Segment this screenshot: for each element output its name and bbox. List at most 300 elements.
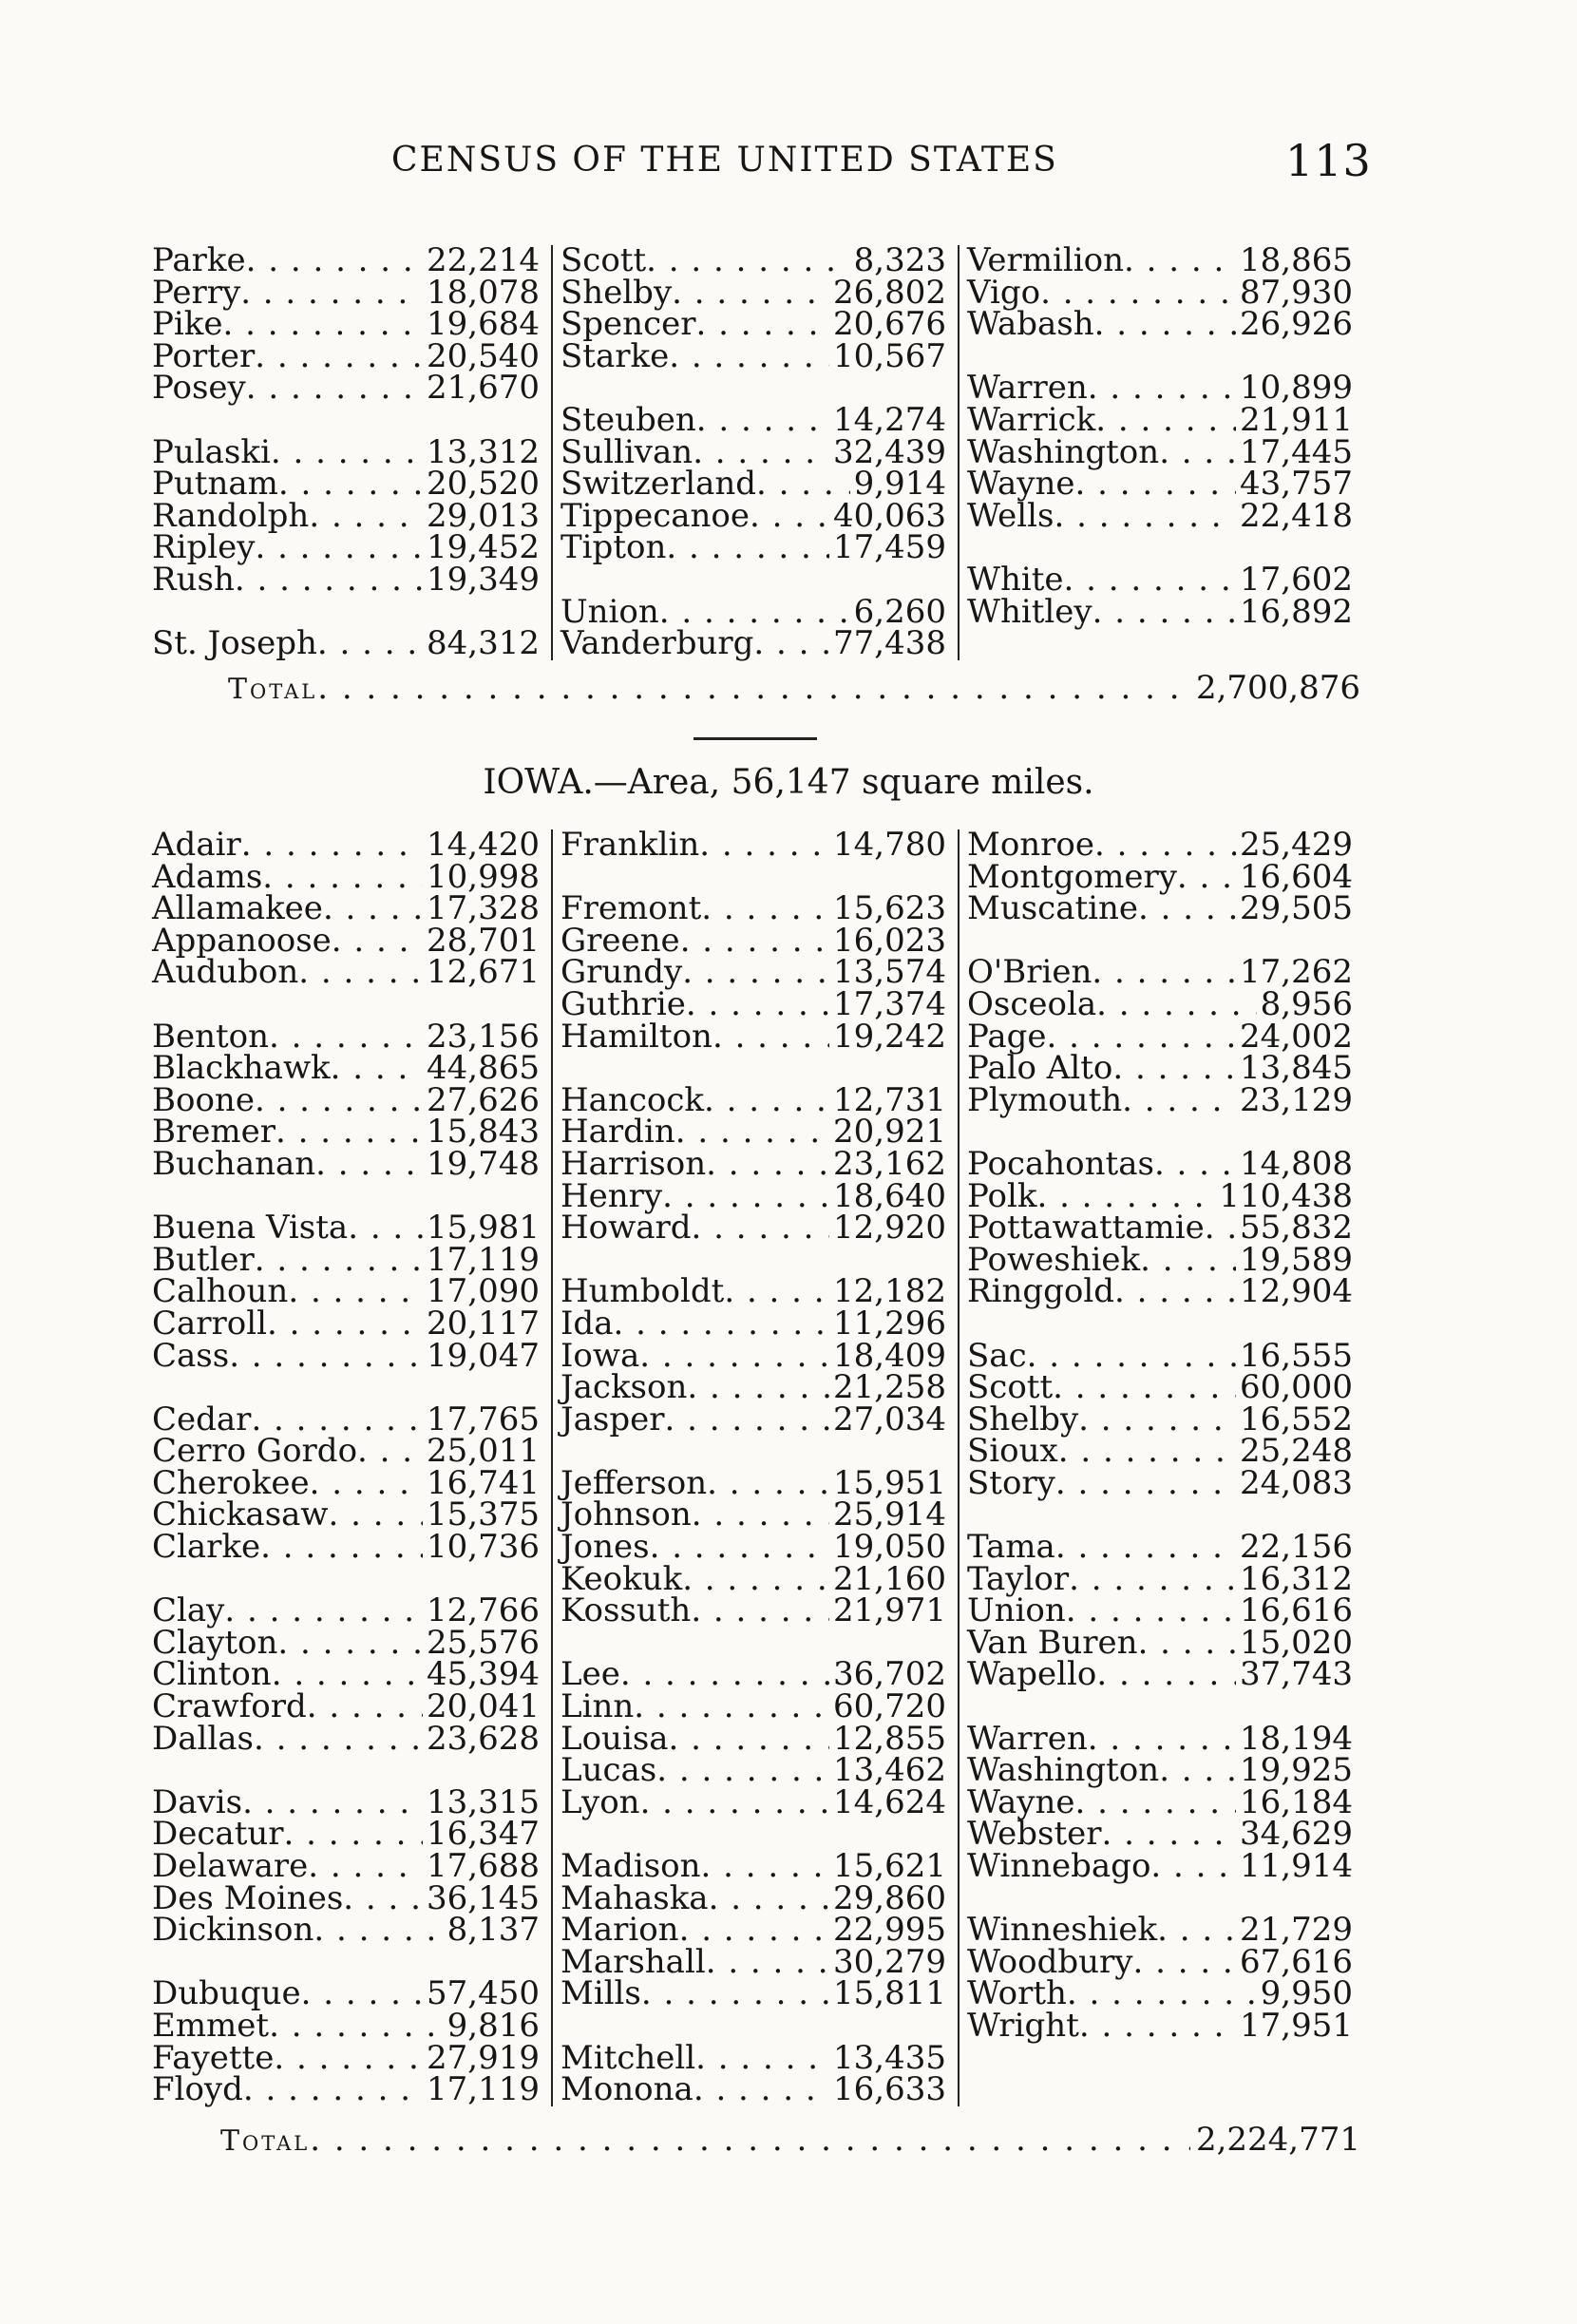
iowa-county-row xyxy=(967,826,1353,864)
row-spacer xyxy=(152,1372,540,1404)
county-name: Rush xyxy=(152,560,235,599)
dot-leader xyxy=(1092,957,1236,989)
iowa-county-row xyxy=(560,1113,946,1152)
iowa-county-row xyxy=(152,889,540,928)
dot-leader xyxy=(1075,468,1237,501)
row-spacer xyxy=(967,532,1353,564)
county-population: 40,063 xyxy=(833,496,946,535)
indiana-county-row xyxy=(967,560,1353,599)
indiana-county-row xyxy=(152,336,540,375)
county-name: Warren xyxy=(967,1719,1088,1758)
county-population: 20,041 xyxy=(427,1687,540,1726)
indiana-county-row xyxy=(967,592,1353,631)
county-name: Mills xyxy=(560,1974,641,2013)
dot-leader xyxy=(1177,862,1236,894)
county-name: Buchanan xyxy=(152,1144,316,1183)
row-spacer xyxy=(967,341,1353,373)
county-name: Van Buren xyxy=(967,1623,1138,1662)
county-name: Linn xyxy=(560,1687,635,1726)
county-population: 16,312 xyxy=(1240,1559,1353,1598)
dot-leader xyxy=(1114,1276,1236,1308)
iowa-county-row xyxy=(967,1751,1353,1790)
county-population: 18,409 xyxy=(833,1336,946,1375)
iowa-county-row xyxy=(967,1591,1353,1630)
dot-leader xyxy=(1066,1595,1236,1628)
dot-leader xyxy=(680,925,829,958)
row-spacer xyxy=(967,1499,1353,1532)
county-name: Jones xyxy=(560,1528,650,1567)
iowa-column-1 xyxy=(144,826,551,2109)
dot-leader xyxy=(255,532,423,564)
dot-leader xyxy=(222,309,423,341)
county-population: 19,684 xyxy=(427,305,540,344)
county-name: Union xyxy=(560,592,659,631)
dot-leader xyxy=(753,628,829,660)
county-population: 23,162 xyxy=(833,1144,946,1183)
iowa-county-row xyxy=(967,1559,1353,1598)
county-population: 25,429 xyxy=(1240,826,1353,864)
county-name: Pulaski xyxy=(152,432,271,471)
page-number: 113 xyxy=(1285,135,1372,186)
dot-leader xyxy=(672,277,829,310)
county-name: Carroll xyxy=(152,1304,268,1343)
indiana-county-row xyxy=(152,369,540,408)
dot-leader xyxy=(694,2074,829,2106)
iowa-county-row xyxy=(967,1782,1353,1821)
dot-leader xyxy=(309,501,423,533)
row-spacer xyxy=(152,405,540,437)
iowa-county-row xyxy=(152,1911,540,1950)
iowa-county-row xyxy=(560,1463,946,1502)
indiana-county-row xyxy=(560,273,946,312)
county-name: Monona xyxy=(560,2070,694,2109)
iowa-county-table xyxy=(144,826,1364,2109)
dot-leader xyxy=(1132,1947,1236,1979)
dot-leader xyxy=(260,1532,423,1564)
iowa-county-row xyxy=(152,2038,540,2077)
county-name: Tama xyxy=(967,1528,1055,1567)
iowa-county-row xyxy=(152,1144,540,1183)
iowa-county-row xyxy=(560,984,946,1023)
dot-leader xyxy=(692,1499,829,1532)
indiana-column-2 xyxy=(551,241,958,663)
dot-leader xyxy=(1150,1851,1236,1883)
county-name: Warrick xyxy=(967,400,1096,439)
county-name: Madison xyxy=(560,1847,701,1885)
county-population: 15,843 xyxy=(427,1113,540,1152)
iowa-total-label: Total xyxy=(220,2124,311,2158)
iowa-column-2 xyxy=(551,826,958,2109)
dot-leader xyxy=(343,1883,423,1915)
indiana-county-row xyxy=(560,465,946,504)
iowa-county-row xyxy=(967,1815,1353,1854)
county-population: 13,462 xyxy=(833,1751,946,1790)
county-name: Ida xyxy=(560,1304,614,1343)
iowa-county-row xyxy=(560,2070,946,2109)
county-name: Jackson xyxy=(560,1368,688,1407)
indiana-total-value: 2,700,876 xyxy=(1195,669,1360,707)
dot-leader xyxy=(1079,2010,1236,2043)
county-population: 15,981 xyxy=(427,1209,540,1248)
county-name: Dallas xyxy=(152,1719,254,1758)
row-spacer xyxy=(152,1564,540,1596)
county-population: 17,688 xyxy=(427,1847,540,1885)
dot-leader xyxy=(1102,1819,1236,1851)
dot-leader xyxy=(1027,1341,1236,1373)
county-population: 15,375 xyxy=(427,1495,540,1534)
county-population: 16,555 xyxy=(1240,1336,1353,1375)
county-population: 17,602 xyxy=(1240,560,1353,599)
iowa-county-row xyxy=(560,1336,946,1375)
county-name: Benton xyxy=(152,1017,270,1056)
indiana-county-row xyxy=(152,241,540,279)
row-spacer xyxy=(560,1245,946,1277)
dot-leader xyxy=(675,1116,829,1149)
dot-leader xyxy=(659,597,850,629)
dot-leader xyxy=(696,309,830,341)
indiana-county-row xyxy=(152,305,540,344)
county-name: Grundy xyxy=(560,953,683,992)
dot-leader xyxy=(682,1564,829,1596)
indiana-county-row xyxy=(967,305,1353,344)
dot-leader xyxy=(246,245,423,277)
dot-leader xyxy=(272,1659,423,1691)
dot-leader xyxy=(666,532,829,564)
county-population: 8,956 xyxy=(1260,984,1353,1023)
county-population: 20,117 xyxy=(427,1304,540,1343)
indiana-county-table xyxy=(144,241,1364,663)
iowa-county-row xyxy=(967,953,1353,992)
county-name: Starke xyxy=(560,336,670,375)
county-name: Warren xyxy=(967,369,1088,408)
county-population: 12,766 xyxy=(427,1591,540,1630)
county-name: Hancock xyxy=(560,1080,704,1119)
county-population: 43,757 xyxy=(1240,465,1353,504)
county-population: 32,439 xyxy=(833,432,946,471)
indiana-county-row xyxy=(560,624,946,663)
county-name: Palo Alto xyxy=(967,1049,1113,1088)
county-population: 22,156 xyxy=(1240,1528,1353,1567)
county-population: 17,951 xyxy=(1240,2006,1353,2045)
row-spacer xyxy=(967,1691,1353,1724)
dot-leader xyxy=(317,628,423,660)
county-name: Keokuk xyxy=(560,1559,683,1598)
dot-leader xyxy=(255,1085,423,1117)
dot-leader xyxy=(620,1659,829,1691)
iowa-county-row xyxy=(152,1463,540,1502)
county-population: 9,950 xyxy=(1260,1974,1353,2013)
dot-leader xyxy=(271,437,423,469)
dot-leader xyxy=(240,277,423,310)
county-population: 17,119 xyxy=(427,1240,540,1279)
county-name: Davis xyxy=(152,1782,243,1821)
iowa-county-row xyxy=(560,1559,946,1598)
county-population: 23,129 xyxy=(1240,1080,1353,1119)
county-population: 15,020 xyxy=(1240,1623,1353,1662)
iowa-total-row xyxy=(220,2121,1360,2159)
county-population: 45,394 xyxy=(427,1655,540,1694)
dot-leader xyxy=(1069,1564,1236,1596)
county-name: St. Joseph xyxy=(152,624,317,663)
county-name: Wright xyxy=(967,2006,1079,2045)
dot-leader xyxy=(1055,1532,1236,1564)
iowa-county-row xyxy=(560,1974,946,2013)
iowa-county-row xyxy=(560,1528,946,1567)
iowa-county-row xyxy=(967,1240,1353,1279)
county-population: 16,633 xyxy=(833,2070,946,2109)
county-name: Randolph xyxy=(152,496,310,535)
dot-leader xyxy=(646,245,850,277)
county-name: Howard xyxy=(560,1209,692,1248)
dot-leader xyxy=(357,1436,423,1468)
county-population: 19,050 xyxy=(833,1528,946,1567)
county-name: Switzerland xyxy=(560,465,757,504)
county-name: Whitley xyxy=(967,592,1092,631)
iowa-county-row xyxy=(560,1368,946,1407)
county-population: 11,296 xyxy=(833,1304,946,1343)
dot-leader xyxy=(229,1341,423,1373)
county-name: Boone xyxy=(152,1080,255,1119)
county-name: Mitchell xyxy=(560,2038,696,2077)
county-population: 30,279 xyxy=(833,1942,946,1981)
dot-leader xyxy=(277,1628,423,1660)
county-name: Wayne xyxy=(967,465,1075,504)
indiana-county-row xyxy=(560,241,946,279)
iowa-county-row xyxy=(560,1591,946,1630)
county-population: 16,892 xyxy=(1240,592,1353,631)
dot-leader xyxy=(1078,1404,1236,1437)
county-name: Union xyxy=(967,1591,1066,1630)
county-population: 9,914 xyxy=(853,465,946,504)
county-population: 12,855 xyxy=(833,1719,946,1758)
county-population: 16,604 xyxy=(1240,857,1353,896)
county-population: 17,445 xyxy=(1240,432,1353,471)
iowa-county-row xyxy=(560,921,946,960)
county-population: 37,743 xyxy=(1240,1655,1353,1694)
row-spacer xyxy=(560,862,946,894)
iowa-county-row xyxy=(560,1751,946,1790)
iowa-county-row xyxy=(967,1942,1353,1981)
dot-leader xyxy=(1112,1053,1236,1085)
county-population: 15,623 xyxy=(833,889,946,928)
county-population: 14,780 xyxy=(833,826,946,864)
iowa-county-row xyxy=(967,1176,1353,1215)
county-name: Sac xyxy=(967,1336,1027,1375)
indiana-county-row xyxy=(560,400,946,439)
county-population: 8,137 xyxy=(446,1911,540,1950)
iowa-county-row xyxy=(560,1176,946,1215)
county-name: Adams xyxy=(152,857,263,896)
dot-leader xyxy=(1067,1978,1257,2010)
dot-leader xyxy=(693,437,829,469)
county-population: 13,574 xyxy=(833,953,946,992)
iowa-county-row xyxy=(152,1782,540,1821)
dot-leader xyxy=(1159,437,1236,469)
row-spacer xyxy=(152,1181,540,1213)
county-name: Cass xyxy=(152,1336,230,1375)
indiana-total-row xyxy=(228,669,1360,707)
dot-leader xyxy=(254,1724,423,1756)
dot-leader xyxy=(315,1149,423,1181)
dot-leader xyxy=(682,957,829,989)
dot-leader xyxy=(310,1468,423,1500)
county-name: Lee xyxy=(560,1655,620,1694)
dot-leader xyxy=(1096,1659,1236,1691)
iowa-county-row xyxy=(152,1017,540,1056)
county-population: 26,802 xyxy=(833,273,946,312)
iowa-county-row xyxy=(152,1049,540,1088)
county-population: 87,930 xyxy=(1240,273,1353,312)
iowa-county-row xyxy=(152,1655,540,1694)
county-name: Iowa xyxy=(560,1336,640,1375)
indiana-county-row xyxy=(152,273,540,312)
county-name: Kossuth xyxy=(560,1591,692,1630)
county-population: 13,845 xyxy=(1240,1049,1353,1088)
row-spacer xyxy=(967,1116,1353,1149)
row-spacer xyxy=(967,1308,1353,1341)
county-population: 14,274 xyxy=(833,400,946,439)
county-population: 16,741 xyxy=(427,1463,540,1502)
county-population: 16,347 xyxy=(427,1815,540,1854)
iowa-county-row xyxy=(560,1911,946,1950)
county-name: Washington xyxy=(967,432,1160,471)
iowa-county-row xyxy=(967,1847,1353,1885)
county-name: Montgomery xyxy=(967,857,1177,896)
indiana-county-row xyxy=(560,592,946,631)
dot-leader xyxy=(241,829,423,862)
county-population: 17,119 xyxy=(427,2070,540,2109)
row-spacer xyxy=(560,1053,946,1085)
county-name: Perry xyxy=(152,273,241,312)
dot-leader xyxy=(1094,309,1236,341)
dot-leader xyxy=(1058,1436,1236,1468)
dot-leader xyxy=(276,1116,423,1149)
county-name: Porter xyxy=(152,336,256,375)
county-name: Chickasaw xyxy=(152,1495,329,1534)
county-name: Harrison xyxy=(560,1144,707,1183)
row-spacer xyxy=(967,1883,1353,1915)
dot-leader xyxy=(706,1149,829,1181)
county-population: 9,816 xyxy=(446,2006,540,2045)
county-population: 60,720 xyxy=(833,1687,946,1726)
county-name: Osceola xyxy=(967,984,1097,1023)
dot-leader xyxy=(288,1276,423,1308)
county-population: 22,214 xyxy=(427,241,540,279)
row-spacer xyxy=(560,372,946,405)
row-spacer xyxy=(152,1947,540,1979)
dot-leader xyxy=(323,893,423,925)
dot-leader xyxy=(243,2074,423,2106)
dot-leader xyxy=(709,1883,829,1915)
dot-leader xyxy=(331,1053,423,1085)
iowa-county-row xyxy=(560,1719,946,1758)
dot-leader xyxy=(1054,501,1237,533)
iowa-county-row xyxy=(967,1144,1353,1183)
dot-leader xyxy=(1047,1021,1237,1054)
dot-leader xyxy=(298,957,423,989)
iowa-heading: IOWA.—Area, 56,147 square miles. xyxy=(483,763,1094,802)
county-population: 18,078 xyxy=(427,273,540,312)
dot-leader xyxy=(724,1276,829,1308)
county-population: 25,914 xyxy=(833,1495,946,1534)
indiana-column-3 xyxy=(958,241,1364,660)
iowa-county-row xyxy=(560,1495,946,1534)
county-name: Adair xyxy=(152,826,241,864)
county-population: 77,438 xyxy=(833,624,946,663)
county-population: 8,323 xyxy=(853,241,946,279)
county-name: Parke xyxy=(152,241,246,279)
iowa-county-row xyxy=(152,2006,540,2045)
county-name: Decatur xyxy=(152,1815,284,1854)
iowa-county-row xyxy=(152,1080,540,1119)
iowa-county-row xyxy=(152,1528,540,1567)
county-name: Wapello xyxy=(967,1655,1097,1694)
county-population: 23,156 xyxy=(427,1017,540,1056)
county-population: 15,951 xyxy=(833,1463,946,1502)
county-name: O'Brien xyxy=(967,953,1092,992)
county-name: Pike xyxy=(152,305,223,344)
section-divider xyxy=(694,737,817,740)
county-population: 10,899 xyxy=(1240,369,1353,408)
county-name: Johnson xyxy=(560,1495,692,1534)
county-population: 19,748 xyxy=(427,1144,540,1183)
county-name: Polk xyxy=(967,1176,1037,1215)
county-population: 21,258 xyxy=(833,1368,946,1407)
dot-leader xyxy=(696,405,829,437)
county-population: 22,995 xyxy=(833,1911,946,1950)
iowa-county-row xyxy=(967,889,1353,928)
indiana-total-label: Total xyxy=(228,673,318,706)
dot-leader xyxy=(692,1212,830,1245)
iowa-total-value: 2,224,771 xyxy=(1195,2121,1360,2159)
county-population: 21,670 xyxy=(427,369,540,408)
county-name: Tipton xyxy=(560,528,667,567)
indiana-county-row xyxy=(967,369,1353,408)
county-population: 110,438 xyxy=(1219,1176,1353,1215)
county-population: 19,242 xyxy=(833,1017,946,1056)
iowa-county-row xyxy=(152,1815,540,1854)
county-name: Dickinson xyxy=(152,1911,314,1950)
dot-leader xyxy=(1053,1372,1236,1404)
county-population: 10,736 xyxy=(427,1528,540,1567)
county-name: Hamilton xyxy=(560,1017,712,1056)
dot-leader xyxy=(634,1691,829,1724)
county-population: 19,452 xyxy=(427,528,540,567)
county-population: 20,520 xyxy=(427,465,540,504)
county-population: 18,865 xyxy=(1240,241,1353,279)
county-name: Emmet xyxy=(152,2006,270,2045)
dot-leader xyxy=(1138,893,1236,925)
row-spacer xyxy=(152,1755,540,1787)
dot-leader xyxy=(691,1595,829,1628)
dot-leader xyxy=(707,1468,829,1500)
dot-leader xyxy=(307,1691,423,1724)
county-name: Spencer xyxy=(560,305,696,344)
county-name: Crawford xyxy=(152,1687,307,1726)
dot-leader xyxy=(1092,597,1236,629)
county-population: 20,921 xyxy=(833,1113,946,1152)
county-name: Posey xyxy=(152,369,246,408)
dot-leader xyxy=(641,1978,829,2010)
dot-leader xyxy=(1095,405,1236,437)
iowa-county-row xyxy=(560,1017,946,1056)
total-dot-leader xyxy=(310,2121,1190,2159)
iowa-county-row xyxy=(967,2006,1353,2045)
county-name: Tippecanoe xyxy=(560,496,750,535)
iowa-column-3 xyxy=(958,826,1364,2106)
dot-leader xyxy=(1096,989,1257,1021)
iowa-county-row xyxy=(152,921,540,960)
